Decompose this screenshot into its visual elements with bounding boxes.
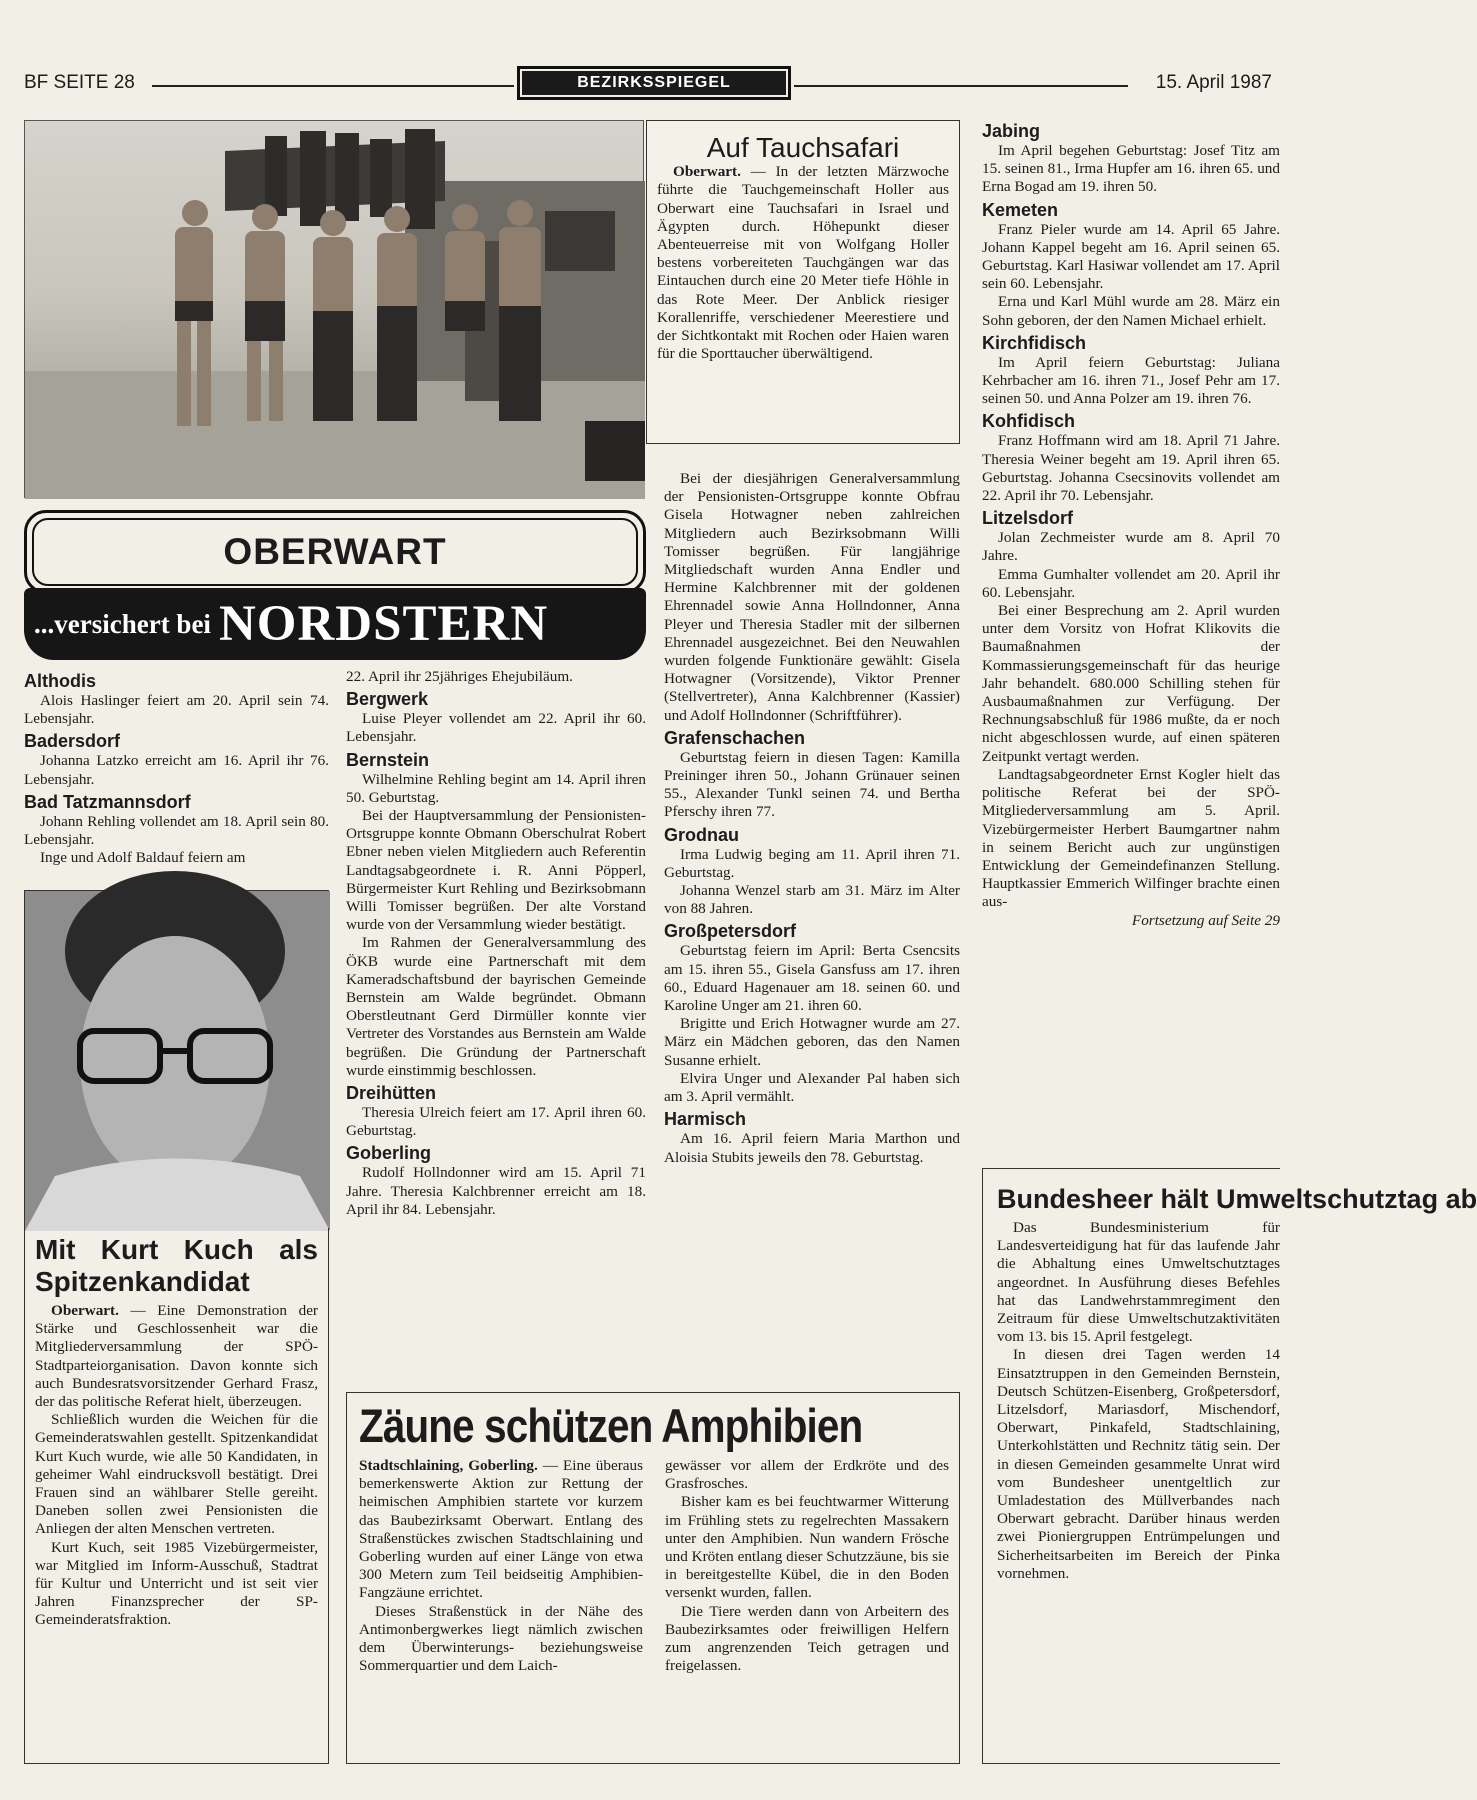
item-text: Theresia Ulreich feiert am 17. April ihren 60. Geburtstag.	[346, 1104, 646, 1140]
portrait-icon	[25, 891, 330, 1231]
heading-goberling: Goberling	[346, 1143, 431, 1164]
heading-kirchfidisch: Kirchfidisch	[982, 332, 1087, 353]
heading-kohfidisch: Kohfidisch	[982, 411, 1075, 432]
heading-badersdorf: Badersdorf	[24, 731, 121, 752]
heading-litzelsdorf: Litzelsdorf	[982, 508, 1074, 529]
group-photo-divers	[24, 120, 644, 498]
heading-jabing: Jabing	[982, 121, 1041, 141]
article-body: — In der letzten Märzwoche führte die Tauchgemeinschaft Holler aus Oberwart eine Tauchsafari in Israel und Ägypten durch. Höhepunkt dieser Abenteuerreise mit von Wolfgang Holler bestens vorbereiteten Tauchgängen war das Eintauchen durch eine 20 Meter tiefe Höhle in das Rote Meer. Der Anblick riesiger Korallenriffe, verschiedener Meerestiere und der Sichtkontakt mit Rochen oder Haien waren für die Sporttaucher überwältigend.	[657, 163, 949, 363]
article-paragraph: Die Tiere werden dann von Arbeitern des Baubezirksamtes oder freiwilligen Helfern zum angrenzenden Teich getragen und freigelassen.	[665, 1602, 949, 1675]
article-title: Auf Tauchsafari	[706, 132, 900, 163]
item-text: Irma Ludwig beging am 11. April ihren 71. Geburtstag.	[664, 845, 960, 881]
heading-dreihuetten: Dreihütten	[346, 1083, 436, 1104]
ad-prefix: ...versichert bei	[34, 608, 211, 639]
header-rule-right	[794, 85, 1128, 87]
heading-bernstein: Bernstein	[346, 749, 430, 770]
ad-oberwart	[24, 510, 646, 594]
item-text: Inge und Adolf Baldauf feiern am	[40, 849, 246, 867]
heading-kemeten: Kemeten	[982, 199, 1059, 220]
item-text: Brigitte und Erich Hotwagner wurde am 27. März ein Mädchen geboren, das den Namen Susanne erhielt.	[664, 1015, 960, 1069]
item-text: Elvira Unger und Alexander Pal haben sich am 3. April vermählt.	[664, 1069, 960, 1106]
article-zaeune	[346, 1392, 960, 1764]
heading-bergwerk: Bergwerk	[346, 689, 429, 710]
article-title: Bundesheer hält Umweltschutztag ab	[997, 1184, 1477, 1214]
article-kurt-kuch	[24, 1228, 329, 1764]
item-text: Im April begehen Geburtstag: Josef Titz am 15. seinen 81., Irma Hupfer am 16. ihren 65. und Erna Bogad am 19. ihren 50.	[982, 142, 1280, 196]
column-2	[346, 668, 646, 1219]
article-right-column	[665, 1457, 949, 1675]
item-text: Bei der Hauptversammlung der Pensionisten-Ortsgruppe konnte Obmann Oberschulrat Robert Ebner neben vielen Mitgliedern auch Referentin Landtagsabgeordnete i. R. Anni Pöpperl, Bürgermeister Kurt Rehling und Bezirksobmann Willi Tomisser begrüßen. Der alte Vorstand wurde von der Versammlung wieder bestätigt.	[346, 807, 646, 934]
column-3	[664, 470, 960, 1167]
column-4	[982, 118, 1280, 930]
article-title: Mit Kurt Kuch als Spitzenkandidat	[35, 1234, 318, 1297]
item-text: Am 16. April feiern Maria Marthon und Aloisia Stubits jeweils den 78. Geburtstag.	[664, 1130, 960, 1166]
article-paragraph: Dieses Straßenstück in der Nähe des Antimonbergwerkes liegt nämlich zwischen dem Überwinterungs- beziehungsweise Sommerquartier und dem Laich-	[359, 1602, 643, 1675]
article-tauchsafari	[646, 120, 960, 444]
item-text: Geburtstag feiern im April: Berta Csencsits am 15. ihren 55., Gisela Gansfuss am 17. ihren 60., Eduard Hagenauer am 18. seinen 60. und Karoline Unger am 21. ihren 60.	[664, 942, 960, 1015]
article-title: Zäune schützen Amphibien	[359, 1399, 863, 1452]
item-text: Jolan Zechmeister wurde am 8. April 70 Jahre.	[982, 529, 1280, 565]
article-body: — Eine überaus bemerkenswerte Aktion zur Rettung der heimischen Amphibien startete vor kurzem das Baubezirksamt Oberwart. Entlang des Straßenstückes zwischen Stadtschlaining und Goberling wurden auf einer Länge von etwa 300 Metern zum Teil beidseitig Amphibien-Fangzäune errichtet.	[359, 1457, 643, 1602]
article-paragraph: Das Bundesministerium für Landesverteidigung hat für das laufende Jahr die Abhaltung eines Umweltschutztages angeordnet. In Ausführung dieses Befehles hat das Landwehrstammregiment den Zeitraum für diese Umweltschutzaktivitäten vom 13. bis 15. April festgelegt.	[997, 1219, 1280, 1346]
item-text: Landtagsabgeordneter Ernst Kogler hielt das politische Referat bei der SPÖ-Mitgliederversammlung am 5. April. Vizebürgermeister Herbert Baumgartner nahm in seinem Bericht auch zur ungünstigen Entwicklung der Gemeindefinanzen Stellung. Hauptkassier Emmerich Wilfinger brachte einen aus-	[982, 765, 1280, 911]
item-text: Bei der diesjährigen Generalversammlung der Pensionisten-Ortsgruppe konnte Obfrau Gisela Hotwagner neben zahlreichen Mitgliedern auch Bezirksobmann Willi Tomisser begrüßen. Für langjährige Mitgliedschaft wurden Anna Endler und Hermine Kalchbrenner mit der goldenen Ehrennadel sowie Anna Hollndonner, Anna Pleyer und Theresia Stadler mit der silbernen Ehrennadel ausgezeichnet. Bei den Neuwahlen wurden folgende Funktionäre gewählt: Gisela Hotwagner (Vorsitzende), Viktor Prenner (Stellvertreter), Anna Kalchbrenner (Kassier) und Adolf Hollndonner (Schriftführer).	[664, 470, 960, 724]
article-paragraph: gewässer vor allem der Erdkröte und des Grasfrosches.	[665, 1457, 949, 1493]
item-text: Rudolf Hollndonner wird am 15. April 71 Jahre. Theresia Kalchbrenner erreicht am 18. April ihr 84. Lebensjahr.	[346, 1164, 646, 1218]
ad-town: OBERWART	[32, 518, 638, 586]
item-text: Im April feiern Geburtstag: Juliana Kehrbacher am 16. ihren 71., Josef Pehr am 17. seinen 50. und Anna Polzer am 19. ihren 76.	[982, 353, 1280, 408]
section-title: BEZIRKSSPIEGEL	[522, 71, 786, 95]
article-left-column	[359, 1457, 643, 1675]
ad-brand: NORDSTERN	[218, 596, 549, 652]
heading-harmisch: Harmisch	[664, 1109, 747, 1130]
article-body: — Eine Demonstration der Stärke und Geschlossenheit war die Mitgliederversammlung der SPÖ-Stadtparteiorganisation. Davon konnte sich auch Bundesratsvorsitzender Gerhard Frasz, der das politische Referat hielt, überzeugen.	[35, 1302, 318, 1411]
ad-nordstern	[24, 588, 646, 660]
header-rule-left	[152, 85, 514, 87]
heading-grafenschachen: Grafenschachen	[664, 727, 806, 748]
item-text: Erna und Karl Mühl wurde am 28. März ein Sohn geboren, der den Namen Michael erhielt.	[982, 293, 1280, 329]
item-text: Luise Pleyer vollendet am 22. April ihr 60. Lebensjahr.	[346, 710, 646, 746]
article-dateline: Oberwart.	[673, 163, 741, 181]
item-text: Johanna Wenzel starb am 31. März im Alter von 88 Jahren.	[664, 882, 960, 918]
article-paragraph: Schließlich wurden die Weichen für die Gemeinderatswahlen gestellt. Spitzenkandidat Kurt Kuch wurde, wie alle 50 Kandidaten, in geheimer Wahl eindrucksvoll bestätigt. Drei Frauen sind an wählbarer Stelle gereiht. Daneben sollen zwei Pensionisten die Anliegen der alten Menschen vertreten.	[35, 1411, 318, 1538]
item-text: Emma Gumhalter vollendet am 20. April ihr 60. Lebensjahr.	[982, 565, 1280, 601]
article-paragraph: Kurt Kuch, seit 1985 Vizebürgermeister, war Mitglied im Inform-Ausschuß, Stadtrat für Kultur und Unterricht und ist seit vier Jahren Finanzsprecher der SP-Gemeinderatsfraktion.	[35, 1538, 318, 1629]
continued-note: Fortsetzung auf Seite 29	[1131, 911, 1280, 929]
article-dateline: Stadtschlaining, Goberling.	[359, 1457, 538, 1474]
item-text: Franz Pieler wurde am 14. April 65 Jahre. Johann Kappel begeht am 16. April seinen 65. Geburtstag. Karl Hasiwar vollendet am 17. April sein 60. Lebensjahr.	[982, 220, 1280, 293]
heading-grosspetersdorf: Großpetersdorf	[664, 921, 797, 942]
page-number: BF SEITE 28	[24, 72, 135, 93]
item-text: 22. April ihr 25jähriges Ehejubiläum.	[346, 668, 573, 685]
article-bundesheer	[982, 1168, 1477, 1764]
section-banner	[517, 66, 791, 100]
item-text: Wilhelmine Rehling begint am 14. April ihren 50. Geburtstag.	[346, 770, 646, 806]
heading-bad-tatzmannsdorf: Bad Tatzmannsdorf	[24, 791, 191, 812]
article-dateline: Oberwart.	[51, 1302, 119, 1319]
item-text: Johann Rehling vollendet am 18. April sein 80. Lebensjahr.	[24, 812, 329, 849]
item-text: Bei einer Besprechung am 2. April wurden unter dem Vorsitz von Hofrat Klikovits die Baumaßnahmen der Kommassierungsgemeinschaft für das heurige Jahr behandelt. 680.000 Schilling stehen für Ausbaumaßnahmen zur Verfügung. Der Rechnungsabschluß für 1986 mußte, da er noch nicht abgeschlossen wurde, auf einen späteren Zeitpunkt vertagt werden.	[982, 602, 1280, 765]
item-text: Geburtstag feiern in diesen Tagen: Kamilla Preininger ihren 50., Johann Grünauer seinen 55., Alexander Tunkl seinen 74. und Bertha Pferschy ihren 77.	[664, 748, 960, 821]
item-text: Johanna Latzko erreicht am 16. April ihr 76. Lebensjahr.	[24, 752, 329, 788]
article-paragraph: In diesen drei Tagen werden 14 Einsatztruppen in den Gemeinden Bernstein, Deutsch Schützen-Eisenberg, Großpetersdorf, Litzelsdorf, Mariasdorf, Mischendorf, Oberwart, Pinkafeld, Stadtschlaining, Unterkohlstätten und Rechnitz tätig sein. Der in diesen Gemeinden gesammelte Unrat wird vom Bundesheer unentgeltlich zur Umladestation des Müllverbandes nach Oberwart gebracht. Darüber hinaus werden zwei Pioniergruppen Entrümpelungen und Sicherheitsarbeiten im Bereich der Pinka vornehmen.	[997, 1346, 1280, 1582]
divers-photo-icon	[25, 121, 645, 499]
issue-date: 15. April 1987	[1155, 72, 1272, 93]
article-paragraph: Bisher kam es bei feuchtwarmer Witterung im Frühling stets zu regelrechten Massakern unter den Amphibien. Nun wandern Frösche und Kröten entlang dieser Schutzzäune, bis sie in bereitgestellte Kübel, die in den Boden versenkt wurden, fallen.	[665, 1493, 949, 1602]
heading-althodis: Althodis	[24, 671, 96, 691]
item-text: Alois Haslinger feiert am 20. April sein 74. Lebensjahr.	[24, 692, 329, 728]
item-text: Franz Hoffmann wird am 18. April 71 Jahre. Theresia Weiner begeht am 19. April ihren 65. Geburtstag. Johanna Csecsinovits vollendet am 22. April ihr 70. Lebensjahr.	[982, 432, 1280, 505]
item-text: Im Rahmen der Generalversammlung des ÖKB wurde eine Partnerschaft mit dem Kameradschaftsbund der bayrischen Gemeinde Bernstein am Walde begründet. Obmann Oberstleutnant Gerd Dirmüller konnte vier Vertreter des Vorstandes aus Bernstein am Walde begrüßen. Die Gründung der Partnerschaft wurde einstimmig beschlossen.	[346, 934, 646, 1079]
portrait-photo-kurt-kuch	[24, 890, 329, 1230]
column-1	[24, 668, 329, 867]
heading-grodnau: Grodnau	[664, 824, 739, 845]
